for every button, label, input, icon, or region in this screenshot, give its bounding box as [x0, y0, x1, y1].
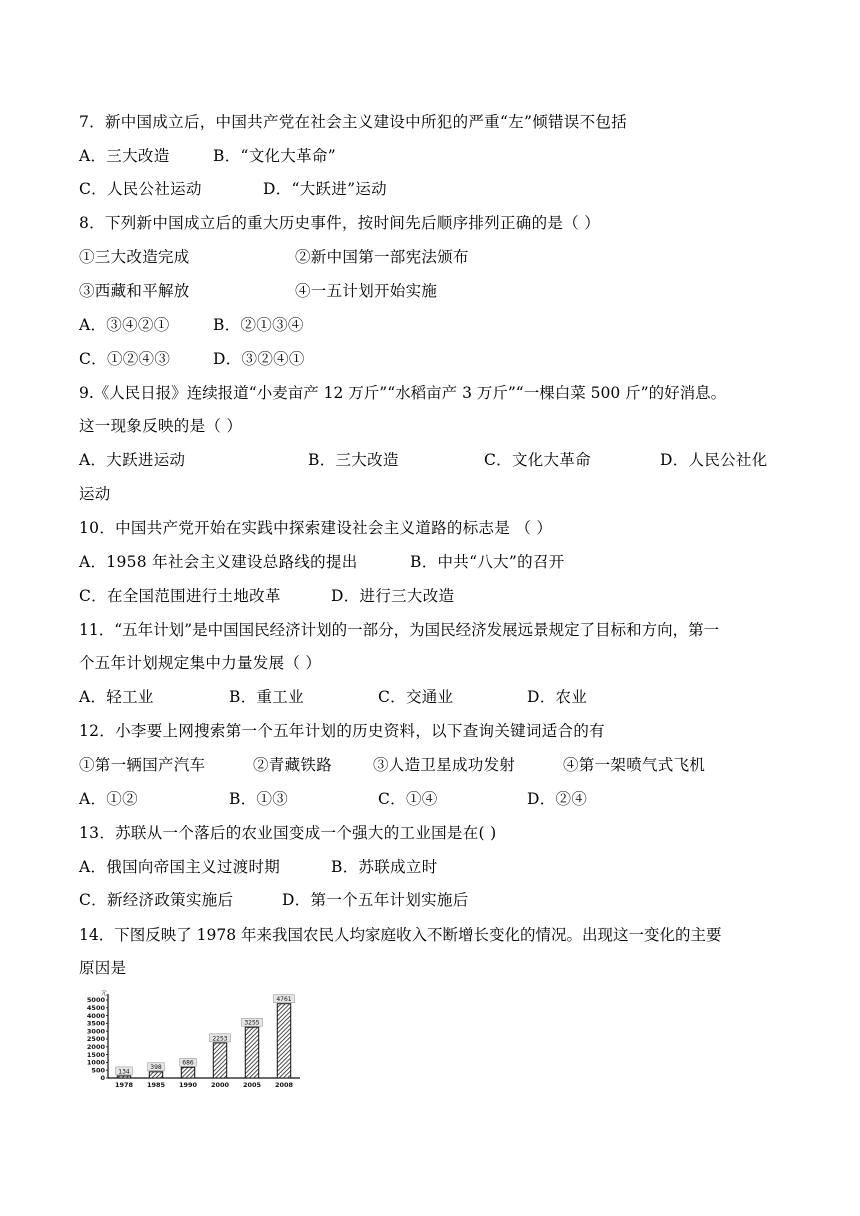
q8-option-a: A．③④②①	[79, 316, 170, 334]
y-axis-unit-label: 元	[100, 990, 108, 997]
q8-item-3: ③西藏和平解放	[79, 282, 190, 300]
q9-stem-line-2: 这一现象反映的是（ ）	[79, 417, 243, 435]
q10-option-b: B．中共“八大”的召开	[410, 553, 565, 571]
q13-option-c: C．新经济政策实施后	[79, 891, 234, 909]
q8-item-4: ④一五计划开始实施	[295, 282, 438, 300]
q9-option-d: D．人民公社化	[660, 451, 768, 469]
bar	[245, 1027, 258, 1078]
income-bar-chart	[78, 990, 304, 1098]
q12-option-c: C．①④	[378, 790, 438, 808]
y-tick-label: 4500	[86, 1004, 105, 1012]
y-tick-label: 1000	[86, 1058, 105, 1067]
data-label: 2253	[212, 1035, 228, 1043]
data-label: 3255	[244, 1019, 260, 1027]
q7-option-b: B．“文化大革命”	[213, 147, 336, 165]
q11-option-a: A．轻工业	[79, 688, 154, 706]
q9-option-d-continued: 运动	[79, 485, 111, 503]
q7-stem: 7．新中国成立后，中国共产党在社会主义建设中所犯的严重“左”倾错误不包括	[79, 113, 628, 131]
q10-option-a: A．1958 年社会主义建设总路线的提出	[79, 553, 358, 571]
q12-item-1: ①第一辆国产汽车	[79, 756, 206, 774]
q13-stem: 13．苏联从一个落后的农业国变成一个强大的工业国是在( )	[79, 824, 497, 842]
q13-option-a: A．俄国向帝国主义过渡时期	[79, 858, 281, 876]
q10-option-d: D．进行三大改造	[331, 587, 455, 605]
bar	[117, 1076, 130, 1078]
y-tick-label: 2000	[86, 1043, 105, 1051]
q11-option-d: D．农业	[527, 688, 588, 706]
bar	[149, 1072, 162, 1078]
data-label: 686	[182, 1059, 194, 1067]
y-tick-label: 4000	[86, 1011, 105, 1020]
x-tick-label: 2000	[210, 1081, 230, 1089]
q12-item-3: ③人造卫星成功发射	[373, 756, 516, 774]
y-tick-label: 3500	[86, 1019, 105, 1028]
y-tick-label: 5000	[86, 996, 105, 1005]
q9-option-b: B．三大改造	[308, 451, 399, 469]
q8-item-1: ①三大改造完成	[79, 248, 190, 266]
q10-stem: 10．中国共产党开始在实践中探索建设社会主义道路的标志是 （ ）	[79, 519, 553, 537]
q12-option-b: B．①③	[229, 790, 289, 808]
q7-option-c: C．人民公社运动	[79, 180, 202, 198]
q14-stem-line-2: 原因是	[79, 959, 127, 977]
q14-stem-line-1: 14．下图反映了 1978 年来我国农民人均家庭收入不断增长变化的情况。出现这一变化的主要	[79, 926, 722, 944]
bar	[277, 1004, 290, 1078]
q12-item-4: ④第一架喷气式飞机	[563, 756, 706, 774]
y-tick-label: 1500	[86, 1050, 105, 1059]
q9-option-c: C．文化大革命	[484, 451, 591, 469]
q8-stem: 8．下列新中国成立后的重大历史事件，按时间先后顺序排列正确的是（ ）	[79, 214, 600, 232]
q7-option-d: D．“大跃进”运动	[263, 180, 387, 198]
data-label: 4761	[276, 996, 292, 1004]
bar	[213, 1043, 226, 1078]
x-tick-label: 1978	[114, 1081, 134, 1089]
q12-item-2: ②青藏铁路	[253, 756, 333, 774]
q12-option-d: D．②④	[527, 790, 588, 808]
x-tick-label: 2008	[274, 1081, 294, 1089]
q8-option-b: B．②①③④	[213, 316, 304, 334]
q11-option-c: C．交通业	[378, 688, 454, 706]
q13-option-b: B．苏联成立时	[331, 858, 438, 876]
q11-stem-line-1: 11．“五年计划”是中国国民经济计划的一部分，为国民经济发展远景规定了目标和方向，第一	[79, 621, 720, 639]
q13-option-d: D．第一个五年计划实施后	[282, 891, 469, 909]
q8-option-c: C．①②④③	[79, 350, 171, 368]
q11-option-b: B．重工业	[229, 688, 304, 706]
q7-option-a: A．三大改造	[79, 147, 170, 165]
y-tick-label: 0	[100, 1074, 105, 1083]
y-tick-label: 2500	[86, 1035, 105, 1044]
y-tick-label: 500	[91, 1066, 105, 1075]
x-tick-label: 2005	[242, 1081, 262, 1089]
y-tick-label: 3000	[86, 1027, 105, 1036]
data-label: 398	[150, 1064, 162, 1072]
q10-option-c: C．在全国范围进行土地改革	[79, 587, 281, 605]
chart-svg	[78, 990, 304, 1098]
q12-option-a: A．①②	[79, 790, 138, 808]
q9-option-a: A．大跃进运动	[79, 451, 186, 469]
q8-option-d: D．③②④①	[213, 350, 305, 368]
bar	[181, 1067, 194, 1078]
q9-stem-line-1: 9.《人民日报》连续报道“小麦亩产 12 万斤”“水稻亩产 3 万斤”“一棵白菜 500 斤”的好消息。	[79, 384, 727, 402]
q8-item-2: ②新中国第一部宪法颁布	[295, 248, 469, 266]
x-tick-label: 1985	[146, 1081, 166, 1089]
data-label: 134	[118, 1068, 130, 1076]
x-tick-label: 1990	[178, 1081, 198, 1089]
q11-stem-line-2: 个五年计划规定集中力量发展（ ）	[79, 654, 322, 672]
q12-stem: 12．小李要上网搜索第一个五年计划的历史资料，以下查询关键词适合的有	[79, 722, 605, 740]
